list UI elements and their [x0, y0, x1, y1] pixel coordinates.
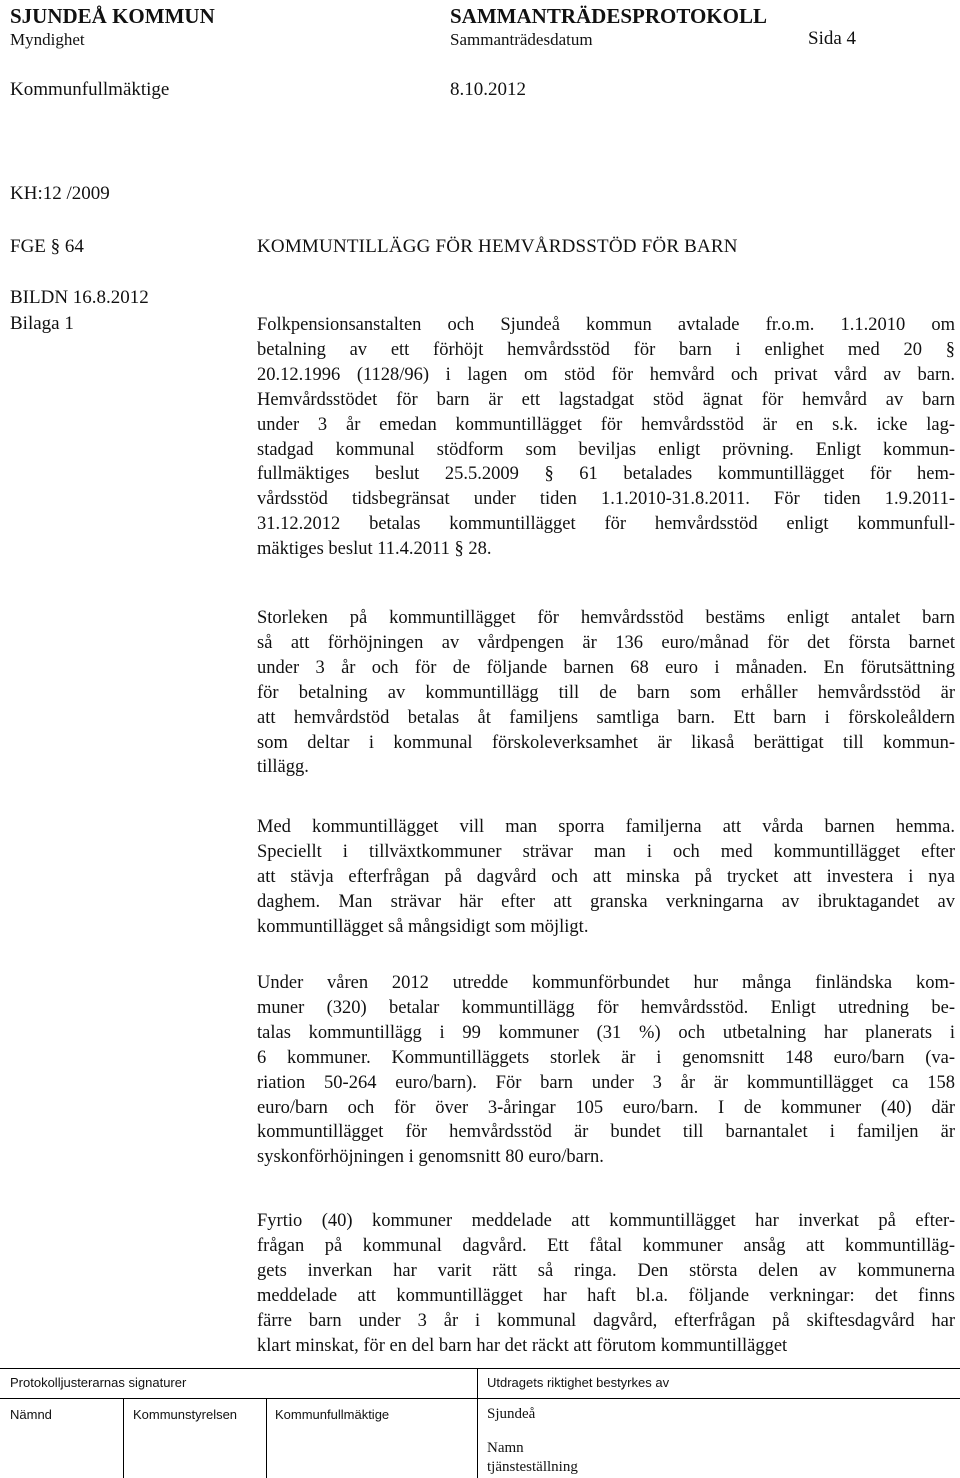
footer-namnd: Nämnd — [10, 1407, 52, 1422]
footer-mid-rule — [0, 1398, 960, 1399]
page-number: Sida 4 — [808, 28, 857, 49]
text-line: frågan på kommunal dagvård. Ett fåtal kommuner ansåg att kommuntilläg- — [257, 1235, 955, 1256]
text-line: som deltar i kommunal förskoleverksamhet är likaså berättigat till kommun- — [257, 732, 955, 753]
authority-name: Kommunfullmäktige — [10, 79, 170, 100]
text-line: under 3 år och för de följande barnen 68 euro i månaden. En förutsättning — [257, 657, 955, 678]
footer-cell-divider — [266, 1398, 267, 1478]
text-line: Med kommuntillägget vill man sporra familjerna att vårda barnen hemma. — [257, 817, 955, 837]
text-line: daghem. Man strävar här efter att granska verkningarna av ibruktagandet av — [257, 891, 955, 912]
section-title: KOMMUNTILLÄGG FÖR HEMVÅRDSSTÖD FÖR BARN — [257, 236, 738, 257]
text-line: tillägg. — [257, 757, 309, 778]
text-line: mäktiges beslut 11.4.2011 § 28. — [257, 539, 492, 560]
footer-cell-divider — [123, 1398, 124, 1478]
footer-kommunstyrelsen: Kommunstyrelsen — [133, 1407, 238, 1422]
paragraph-1 — [257, 313, 955, 562]
text-line: stadgad kommunal stödform som beviljas enligt prövning. Enligt kommun- — [257, 439, 955, 460]
org-name: SJUNDEÅ KOMMUN — [10, 4, 215, 28]
case-reference-kh: KH:12 /2009 — [10, 183, 110, 204]
text-line: för betalning av kommuntillägg till de barn som erhåller hemvårdsstöd är — [257, 682, 955, 703]
text-line: 31.12.2012 betalas kommuntillägget för hemvårdsstöd enligt kommunfull- — [257, 514, 955, 535]
text-line: Folkpensionsanstalten och Sjundeå kommun avtalade fr.o.m. 1.1.2010 om — [257, 315, 955, 335]
doc-type: SAMMANTRÄDESPROTOKOLL — [450, 4, 767, 28]
text-line: 20.12.1996 (1128/96) i lagen om stöd för hemvård och privat vård av barn. — [257, 364, 955, 385]
text-line: klart minskat, för en del barn har det räckt att förutom kommuntillägget — [257, 1335, 788, 1356]
footer-position-label: tjänsteställning — [487, 1459, 578, 1475]
paragraph-4 — [257, 971, 955, 1170]
text-line: under 3 år emedan kommuntillägget för hemvårdsstöd är en s.k. icke lag- — [257, 414, 955, 435]
text-line: fullmäktiges beslut 25.5.2009 § 61 betalades kommuntillägget för hem- — [257, 464, 955, 485]
text-line: vårdsstöd tidsbegränsat under tiden 1.1.2010-31.8.2011. För tiden 1.9.2011- — [257, 489, 955, 510]
text-line: färre barn under 3 år i kommunal dagvård, efterfrågan på skiftesdagvård har — [257, 1310, 955, 1331]
text-line: kommuntillägget för hemvårdsstöd är bundet till barnantalet i familjen är — [257, 1122, 955, 1143]
text-line: så att förhöjningen av vårdpengen är 136 euro/månad för det första barnet — [257, 632, 955, 653]
text-line: betalning av ett förhöjt hemvårdsstöd för barn i enlighet med 20 § — [257, 339, 955, 360]
case-reference-fge: FGE § 64 — [10, 236, 84, 257]
signatures-label: Protokolljusterarnas signaturer — [10, 1375, 187, 1390]
footer-column-divider — [477, 1368, 478, 1478]
text-line: Under våren 2012 utredde kommunförbundet hur många finländska kom- — [257, 973, 955, 993]
text-line: muner (320) betalar kommuntillägg för hemvårdsstöd. Enligt utredning be- — [257, 997, 955, 1018]
text-line: talas kommuntillägg i 99 kommuner (31 %) och utbetalning har planerats i — [257, 1022, 955, 1043]
footer-name-label: Namn — [487, 1440, 524, 1456]
footer-top-rule — [0, 1368, 960, 1369]
meeting-date: 8.10.2012 — [450, 79, 526, 100]
text-line: att hemvårdstöd betalas åt familjens samtliga barn. Ett barn i förskoleåldern — [257, 707, 955, 728]
text-line: syskonförhöjningen i genomsnitt 80 euro/barn. — [257, 1147, 604, 1168]
text-line: Hemvårdsstödet för barn är ett lagstadgat stöd ägnat för hemvård av barn — [257, 389, 955, 410]
footer-place: Sjundeå — [487, 1406, 536, 1422]
case-reference-bildn: BILDN 16.8.2012 — [10, 287, 149, 308]
paragraph-2 — [257, 606, 955, 780]
text-line: euro/barn och för över 3-åringar 105 euro/barn. I de kommuner (40) där — [257, 1097, 955, 1118]
footer-kommunfullmaktige: Kommunfullmäktige — [275, 1407, 390, 1422]
date-label: Sammanträdesdatum — [450, 30, 593, 49]
text-line: kommuntillägget så mångsidigt som möjligt. — [257, 916, 589, 937]
text-line: riation 50-264 euro/barn). För barn under 3 år är kommuntillägget ca 158 — [257, 1072, 955, 1093]
attachment-reference: Bilaga 1 — [10, 313, 74, 334]
text-line: meddelade att kommuntillägget har haft bl.a. följande verkningar: det finns — [257, 1285, 955, 1306]
paragraph-5 — [257, 1209, 955, 1358]
extract-certified-label: Utdragets riktighet bestyrkes av — [487, 1375, 670, 1390]
text-line: Fyrtio (40) kommuner meddelade att kommuntillägget har inverkat på efter- — [257, 1211, 955, 1231]
text-line: gets inverkan har varit rätt så ringa. Den största delen av kommunerna — [257, 1260, 955, 1281]
text-line: Storleken på kommuntillägget för hemvårdsstöd bestäms enligt antalet barn — [257, 608, 955, 628]
text-line: 6 kommuner. Kommuntilläggets storlek är i genomsnitt 148 euro/barn (va- — [257, 1047, 955, 1068]
text-line: att stävja efterfrågan på dagvård och att minska på trycket att investera i nya — [257, 866, 955, 887]
text-line: Speciellt i tillväxtkommuner strävar man i och med kommuntillägget efter — [257, 841, 955, 862]
paragraph-3 — [257, 815, 955, 940]
authority-label: Myndighet — [10, 30, 85, 49]
